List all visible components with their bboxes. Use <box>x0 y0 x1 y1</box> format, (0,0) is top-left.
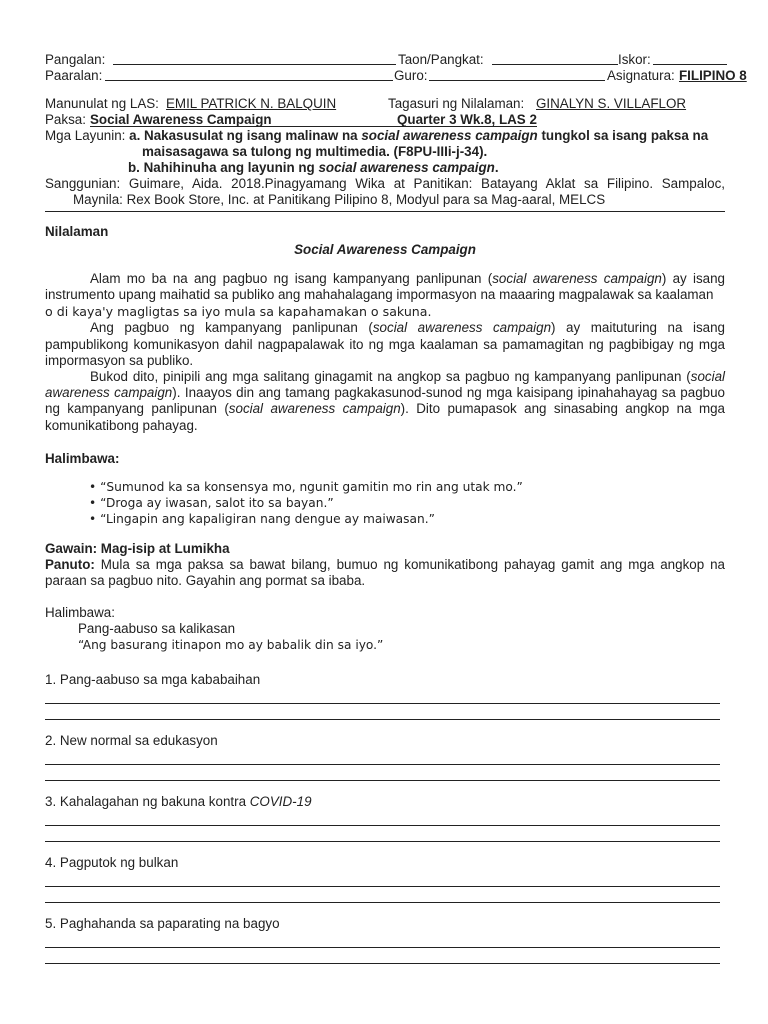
p1-line3: o di kaya'y magligtas sa iyo mula sa kapahamakan o sakuna. <box>45 304 432 320</box>
item-2-answer-line-1[interactable] <box>45 749 720 765</box>
halimbawa-heading: Halimbawa: <box>45 450 120 466</box>
gawain-halimbawa-quote: “Ang basurang itinapon mo ay babalik din sa iyo.” <box>78 637 384 652</box>
header-row-1 <box>45 52 725 68</box>
item-5-answer-line-2[interactable] <box>45 948 720 964</box>
guro-blank[interactable] <box>429 68 605 81</box>
header-row-2 <box>45 68 747 84</box>
sanggunian-line1: Guimare, Aida. 2018.Pinagyamang Wika at Panitikan: Batayang Aklat sa Filipino. Sampaloc, <box>128 176 725 191</box>
item-3-answer-line-1[interactable] <box>45 810 720 826</box>
p1-text-b: ) ay isang instrumento upang maihatid sa publiko ang mahahalagang impormasyon na maaaring magpalawak sa kaalaman <box>45 271 726 303</box>
iskor-blank[interactable] <box>653 52 727 65</box>
paragraph-1 <box>45 271 725 303</box>
tagasuri-value: GINALYN S. VILLAFLOR <box>536 96 687 111</box>
item-5-label: 5. Paghahanda sa paparating na bagyo <box>45 915 280 931</box>
meta-row-sanggunian <box>45 176 725 192</box>
pangalan-blank[interactable] <box>113 52 396 65</box>
p1-italic: social awareness campaign <box>492 271 662 286</box>
item-3-label <box>45 794 725 810</box>
panuto-text: Mula sa mga paksa sa bawat bilang, bumuo ng komunikatibong pahayag gamit ang mga angkop na paraan sa pagbuo nito. Gayahin ang pormat sa ibaba. <box>45 556 725 589</box>
paaralan-label: Paaralan: <box>45 68 103 83</box>
example-2: • “Droga ay iwasan, salot ito sa bayan.” <box>89 495 334 510</box>
meta-row-layunin-a <box>45 128 725 144</box>
item-1-label: 1. Pang-aabuso sa mga kababaihan <box>45 671 261 687</box>
p3-italic-2: social awareness campaign <box>228 401 401 417</box>
content-title-text: Social Awareness Campaign <box>294 242 476 257</box>
item-2-answer-line-2[interactable] <box>45 765 720 781</box>
paaralan-blank[interactable] <box>105 68 393 81</box>
item-2-label: 2. New normal sa edukasyon <box>45 732 218 748</box>
panuto-label: Panuto: <box>45 556 95 572</box>
paksa-label: Paksa: <box>45 112 86 127</box>
p2-italic: social awareness campaign <box>372 320 552 336</box>
p3-text-b: ). Inaayos din ang tamang pagkakasunod-sunod ng mga kaisipang ipinahahayag sa pagbuo ng kampanyang panlipunan ( <box>45 385 725 417</box>
taon-label: Taon/Pangkat: <box>398 52 484 67</box>
nilalaman-heading: Nilalaman <box>45 224 109 239</box>
meta-row-layunin-b <box>45 160 725 176</box>
asignatura-label: Asignatura: <box>607 68 675 83</box>
layunin-label: Mga Layunin: <box>45 128 126 143</box>
sanggunian-label: Sanggunian: <box>45 176 121 191</box>
meta-row-layunin-a-2 <box>45 144 725 160</box>
meta-row-paksa <box>45 112 725 128</box>
worksheet-page <box>45 52 747 964</box>
layunin-b-italic: social awareness campaign <box>318 160 495 175</box>
iskor-label: Iskor: <box>618 52 651 67</box>
p3-text-c: ). Dito pumapasok ang sinasabing angkop na mga komunikatibong pahayag. <box>45 401 725 433</box>
item-1-answer-line-1[interactable] <box>45 688 720 704</box>
asignatura-value: FILIPINO 8 <box>679 68 747 83</box>
item-3-italic: COVID-19 <box>249 793 312 809</box>
paksa-value: Social Awareness Campaign <box>90 112 395 127</box>
layunin-a-text: a. Nakasusulat ng isang malinaw na <box>129 128 362 143</box>
item-3-text: 3. Kahalagahan ng bakuna kontra <box>45 793 250 809</box>
paragraph-2 <box>45 320 725 369</box>
example-1: • “Sumunod ka sa konsensya mo, ngunit gamitin mo rin ang utak mo.” <box>89 479 523 494</box>
gawain-halimbawa-topic: Pang-aabuso sa kalikasan <box>78 620 236 636</box>
example-3: • “Lingapin ang kapaligiran nang dengue ay maiwasan.” <box>89 511 435 526</box>
gawain-halimbawa-label: Halimbawa: <box>45 604 115 620</box>
item-1-answer-line-2[interactable] <box>45 704 720 720</box>
item-4-answer-line-2[interactable] <box>45 887 720 903</box>
layunin-b-text-2: . <box>494 160 499 175</box>
item-3-answer-line-2[interactable] <box>45 826 720 842</box>
p2-text-a: Ang pagbuo ng kampanyang panlipunan ( <box>90 320 373 336</box>
p3-text-a: Bukod dito, pinipili ang mga salitang ginagamit na angkop sa pagbuo ng kampanyang panlipunan ( <box>90 369 691 385</box>
p2-text-b: ) ay maituturing na isang pampublikong komunikasyon dahil nagpapalawak ito ng mga kaalaman sa pamamagitan ng pagbibigay ng mga impormasyon sa publiko. <box>45 320 726 368</box>
layunin-a-italic: social awareness campaign <box>361 128 538 143</box>
sanggunian-line2: Maynila: Rex Book Store, Inc. at Panitikang Pilipino 8, Modyul para sa Mag-aaral, MELCS <box>73 192 606 207</box>
item-5-answer-line-1[interactable] <box>45 932 720 948</box>
manunulat-label: Manunulat ng LAS: <box>45 96 159 111</box>
meta-row-authors <box>45 96 725 112</box>
taon-blank[interactable] <box>492 52 618 65</box>
item-4-answer-line-1[interactable] <box>45 871 720 887</box>
p3-italic: social awareness campaign <box>45 369 725 401</box>
gawain-heading: Gawain: Mag-isip at Lumikha <box>45 540 230 556</box>
layunin-a-line2: maisasagawa sa tulong ng multimedia. (F8PU-IIIi-j-34). <box>142 144 488 159</box>
panuto <box>45 557 725 590</box>
paragraph-3 <box>45 369 725 434</box>
layunin-b-text: b. Nahihinuha ang layunin ng <box>128 160 319 175</box>
quarter-value: Quarter 3 Wk.8, LAS 2 <box>397 112 537 127</box>
item-4-label: 4. Pagputok ng bulkan <box>45 854 179 870</box>
layunin-a-text-2: tungkol sa isang paksa na <box>537 128 709 143</box>
meta-row-sanggunian-2 <box>45 192 725 208</box>
content-title <box>45 242 725 258</box>
p1-text-a: Alam mo ba na ang pagbuo ng isang kampanyang panlipunan ( <box>90 271 493 286</box>
guro-label: Guro: <box>394 68 428 83</box>
pangalan-label: Pangalan: <box>45 52 106 67</box>
manunulat-value: EMIL PATRICK N. BALQUIN <box>166 96 337 111</box>
tagasuri-label: Tagasuri ng Nilalaman: <box>388 96 525 111</box>
